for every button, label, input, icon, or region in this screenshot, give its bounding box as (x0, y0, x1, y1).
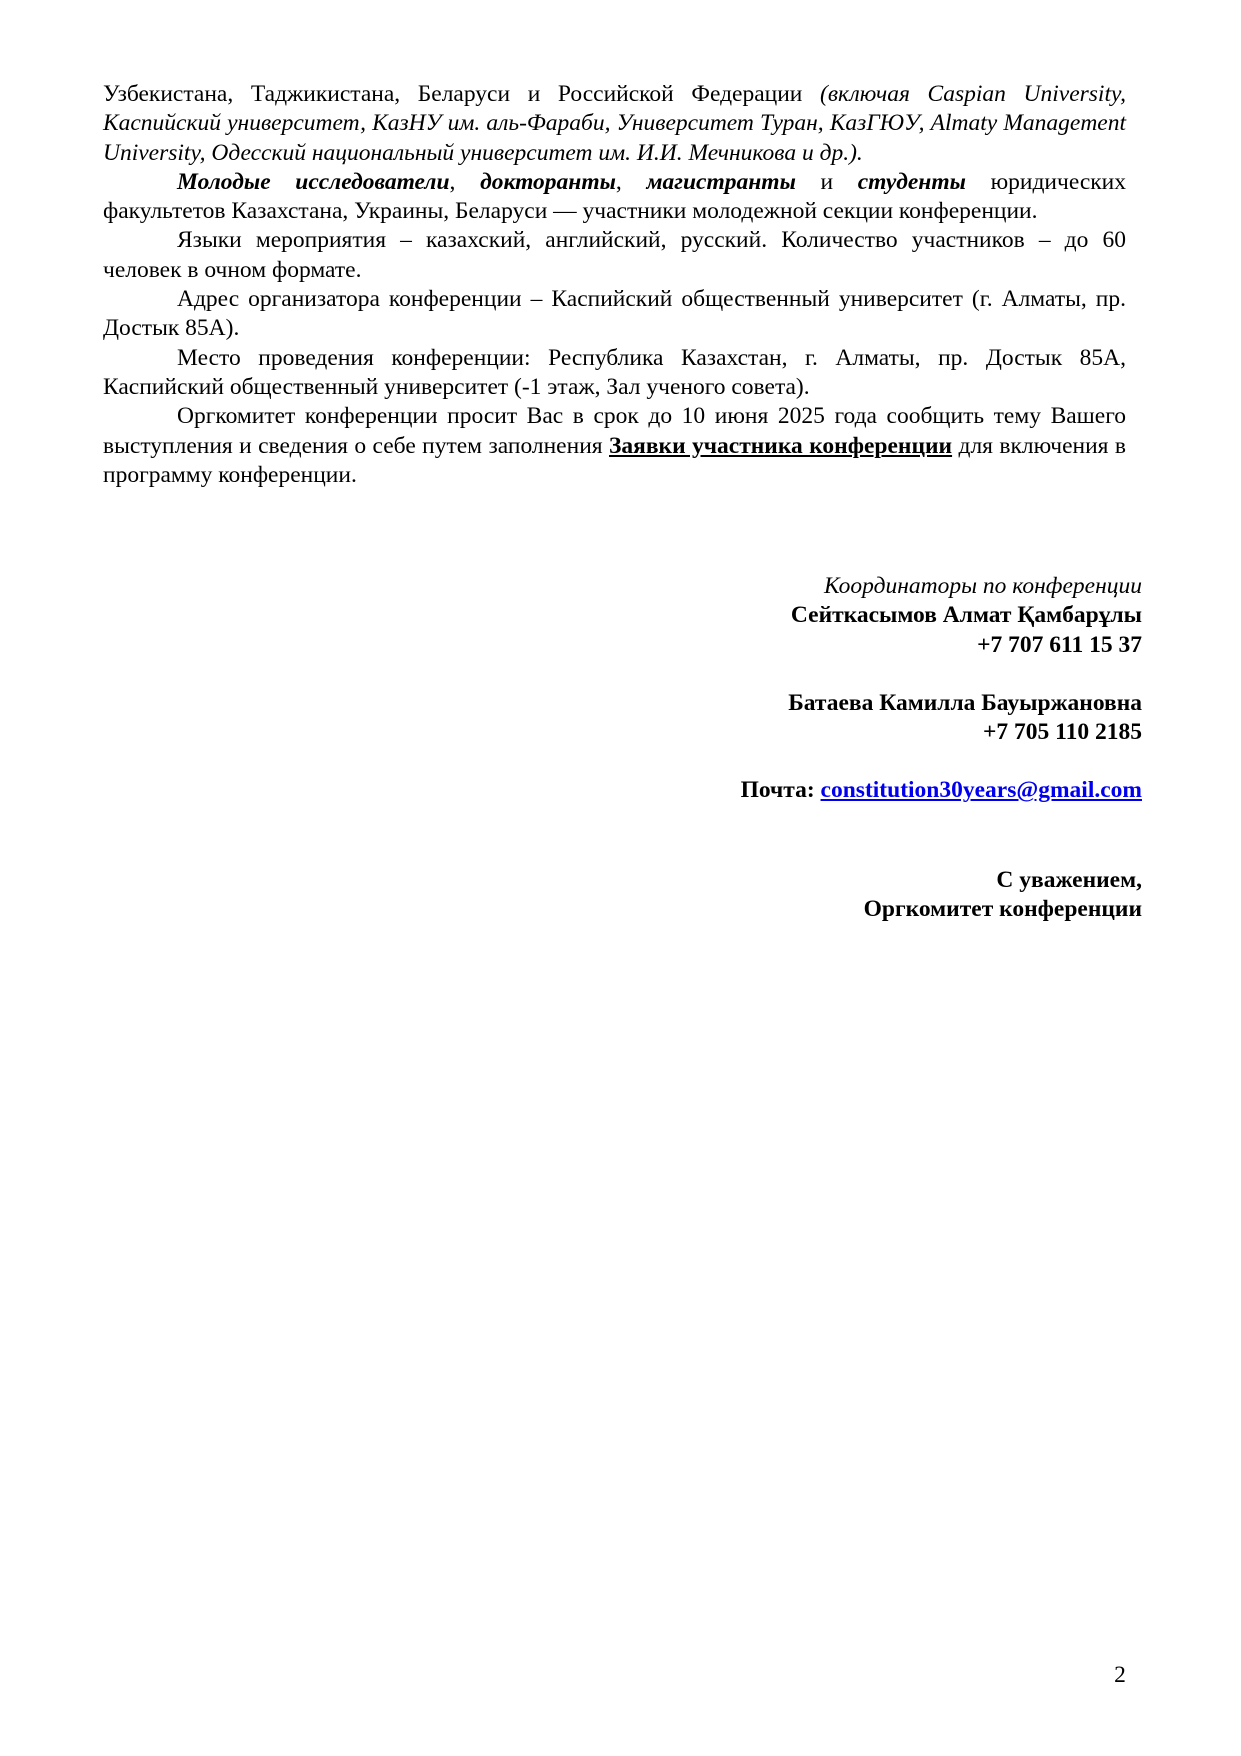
paragraph-participants (103, 80, 1126, 168)
coordinators-label: Координаторы по конференции (823, 573, 1142, 599)
paragraph-venue: Место проведения конференции: Республика Казахстан, г. Алматы, пр. Достык 85А, Каспийский общественный университет (-1 этаж, Зал ученого совета). (103, 344, 1126, 400)
paragraph-application (103, 402, 1126, 490)
coordinator-2-name: Батаева Камилла Бауыржановна (788, 689, 1142, 716)
doctoral-students: докторанты (480, 168, 616, 195)
separator: , (449, 168, 481, 195)
application-text: Оргкомитет конференции просит Вас в срок до 10 июня 2025 года сообщить тему Вашего выступления и сведения о себе путем заполнения (103, 403, 1126, 459)
coordinator-1-phone: +7 707 611 15 37 (977, 631, 1142, 658)
paragraph-organizer-address: Адрес организатора конференции – Каспийский общественный университет (г. Алматы, пр. Достык 85А). (103, 286, 1126, 342)
separator: и (795, 168, 858, 195)
email-label: Почта: (740, 777, 821, 804)
body-text (103, 80, 1126, 490)
spacer (542, 747, 1142, 776)
application-form-link[interactable]: Заявки участника конференции (609, 432, 953, 459)
paragraph-youth-section (103, 168, 1126, 227)
separator: , (615, 168, 647, 195)
email-link[interactable]: constitution30years@gmail.com (820, 777, 1142, 804)
paragraph-languages: Языки мероприятия – казахский, английский, русский. Количество участников – до 60 человек в очном формате. (103, 227, 1126, 283)
signature-block (542, 572, 1142, 924)
regards: С уважением, (996, 866, 1142, 893)
masters-students: магистранты (646, 168, 796, 195)
spacer (542, 806, 1142, 866)
spacer (542, 660, 1142, 689)
universities-list: (включая Caspian University, Каспийский университет, КазНУ им. аль-Фараби, Университет Туран, КазГЮУ, Almaty Management University, Одесский национальный университет им. И.И. Мечникова и др.). (103, 81, 1127, 166)
youth-section-text: юридических факультетов Казахстана, Украины, Беларуси — участники молодежной секции конференции. (103, 168, 1127, 225)
organizing-committee: Оргкомитет конференции (863, 896, 1142, 923)
page-number: 2 (1114, 1662, 1126, 1688)
coordinator-1-name: Сейткасымов Алмат Қамбарұлы (790, 602, 1142, 629)
email-line (542, 776, 1142, 805)
students: студенты (857, 168, 966, 195)
coordinator-2-phone: +7 705 110 2185 (983, 719, 1142, 746)
young-researchers: Молодые исследователи (177, 168, 450, 195)
application-text-end: для включения в программу конференции. (103, 432, 1126, 488)
participants-text: Узбекистана, Таджикистана, Беларуси и Российской Федерации (103, 81, 821, 107)
